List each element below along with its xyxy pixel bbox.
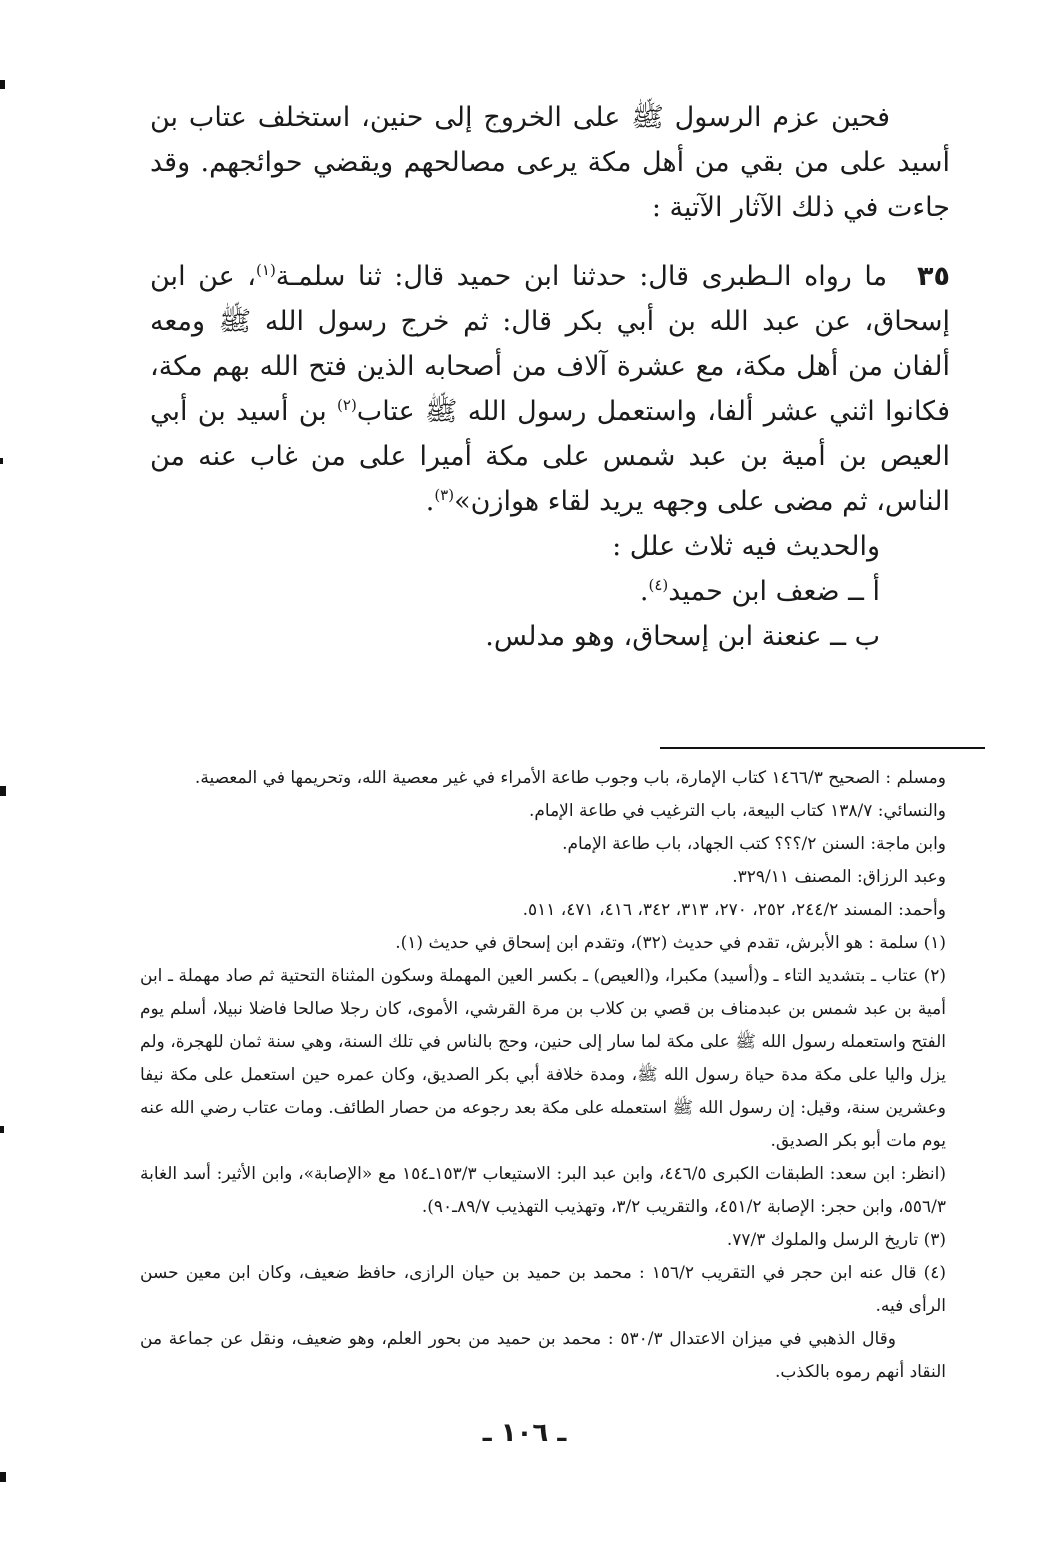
footnote-continuation-1: ومسلم : الصحيح ١٤٦٦/٣ كتاب الإمارة، باب وجوب طاعة الأمراء في غير معصية الله، وتحريمها في المعصية. [194, 768, 946, 788]
footnote-continuation-5: وأحمد: المسند ٢٤٤/٢، ٢٥٢، ٢٧٠، ٣١٣، ٣٤٢، ٤١٦، ٤٧١، ٥١١. [522, 900, 946, 920]
illness-b: ب ــ عنعنة ابن إسحاق، وهو مدلس. [485, 621, 880, 652]
hadith-text-2: ، عن ابن إسحاق، عن عبد الله بن أبي بكر قال: ثم خرج رسول الله ﷺ ومعه ألفان من أهل مكة، مع عشرة آلاف من أصحابه الذين فتح الله بهم مكة، فكانوا اثني عشر ألفا، واستعمل رسول الله ﷺ عتاب [150, 261, 950, 427]
illness-a [150, 569, 950, 614]
hadith-number: ٣٥ [917, 261, 950, 292]
footnote-continuation-4: وعبد الرزاق: المصنف ٣٢٩/١١. [732, 867, 946, 887]
scan-edge-mark [0, 786, 6, 796]
footnote-3: (٣) تاريخ الرسل والملوك ٧٧/٣. [726, 1230, 946, 1250]
hadith-text-1: ما رواه الـطبرى قال: حدثنا ابن حميد قال: ثنا سلمـة [275, 261, 888, 292]
footnote-1: (١) سلمة : هو الأبرش، تقدم في حديث (٣٢)، وتقدم ابن إسحاق في حديث (١). [395, 933, 946, 953]
illnesses-intro: والحديث فيه ثلاث علل : [612, 531, 880, 562]
main-text [150, 95, 950, 659]
scan-edge-mark [0, 1472, 6, 1482]
footnote-continuation-2: والنسائي: ١٣٨/٧ كتاب البيعة، باب الترغيب في طاعة الإمام. [528, 801, 946, 821]
footnote-ref-4[interactable]: (٤) [648, 576, 669, 594]
scan-edge-mark [0, 80, 5, 89]
footnote-separator [660, 747, 985, 749]
page-number: ـ ١٠٦ ـ [482, 1418, 567, 1448]
illness-a-text: أ ــ ضعف ابن حميد [668, 576, 880, 607]
footnote-ref-1[interactable]: (١) [256, 261, 276, 279]
intro-paragraph: فحين عزم الرسول ﷺ على الخروج إلى حنين، استخلف عتاب بن أسيد على من بقي من أهل مكة يرعى مصالحهم ويقضي حوائجهم. وقد جاءت في ذلك الآثار الآتية : [150, 102, 950, 223]
footnotes [140, 762, 946, 1389]
hadith-paragraph [150, 254, 950, 524]
footnote-2-references: (انظر: ابن سعد: الطبقات الكبرى ٤٤٦/٥، وابن عبد البر: الاستيعاب ١٥٣/٣ـ١٥٤ مع «الإصابة»، وابن الأثير: أسد الغابة ٥٥٦/٣، وابن حجر: الإصابة ٤٥١/٢، والتقريب ٣/٢، وتهذيب التهذيب ٨٩/٧ـ٩٠). [140, 1164, 946, 1217]
illness-a-end: . [639, 576, 649, 607]
footnote-ref-3[interactable]: (٣) [434, 486, 455, 504]
scan-edge-mark [0, 458, 3, 464]
hadith-text-3: بن أسيد بن أبي العيص بن أمية بن عبد شمس على مكة أميرا على من غاب عنه من الناس، ثم مضى على وجهه يريد لقاء هوازن» [150, 396, 950, 517]
footnote-2: (٢) عتاب ـ بتشديد التاء ـ و(أسيد) مكبرا، و(العيص) ـ بكسر العين المهملة وسكون المثناة التحتية ثم صاد مهملة ـ ابن أمية بن عبد شمس بن عبدمناف بن قصي بن كلاب بن مرة القرشي، الأموى، كان رجلا صالحا فاضلا نبيلا، أسلم يوم الفتح واستعمله رسول الله ﷺ على مكة لما سار إلى حنين، وحج بالناس في تلك السنة، وهي سنة ثمان للهجرة، ولم يزل واليا على مكة مدة حياة رسول الله ﷺ، ومدة خلافة أبي بكر الصديق، وكان عمره حين استعمل على مكة نيفا وعشرين سنة، وقيل: إن رسول الله ﷺ استعمله على مكة بعد رجوعه من حصار الطائف. ومات عتاب رضي الله عنه يوم مات أبو بكر الصديق. [140, 966, 946, 1151]
footnote-4-continuation: وقال الذهبي في ميزان الاعتدال ٥٣٠/٣ : محمد بن حميد من بحور العلم، وهو ضعيف، ونقل عن جماعة من النقاد أنهم رموه بالكذب. [140, 1329, 946, 1382]
scan-edge-mark [0, 1126, 4, 1133]
footnote-continuation-3: وابن ماجة: السنن ٢/؟؟؟ كتب الجهاد، باب طاعة الإمام. [562, 834, 946, 854]
hadith-text-4: . [425, 486, 435, 517]
footnote-ref-2[interactable]: (٢) [337, 396, 357, 414]
footnote-4: (٤) قال عنه ابن حجر في التقريب ١٥٦/٢ : محمد بن حميد بن حيان الرازى، حافظ ضعيف، وكان ابن معين حسن الرأى فيه. [140, 1263, 946, 1316]
